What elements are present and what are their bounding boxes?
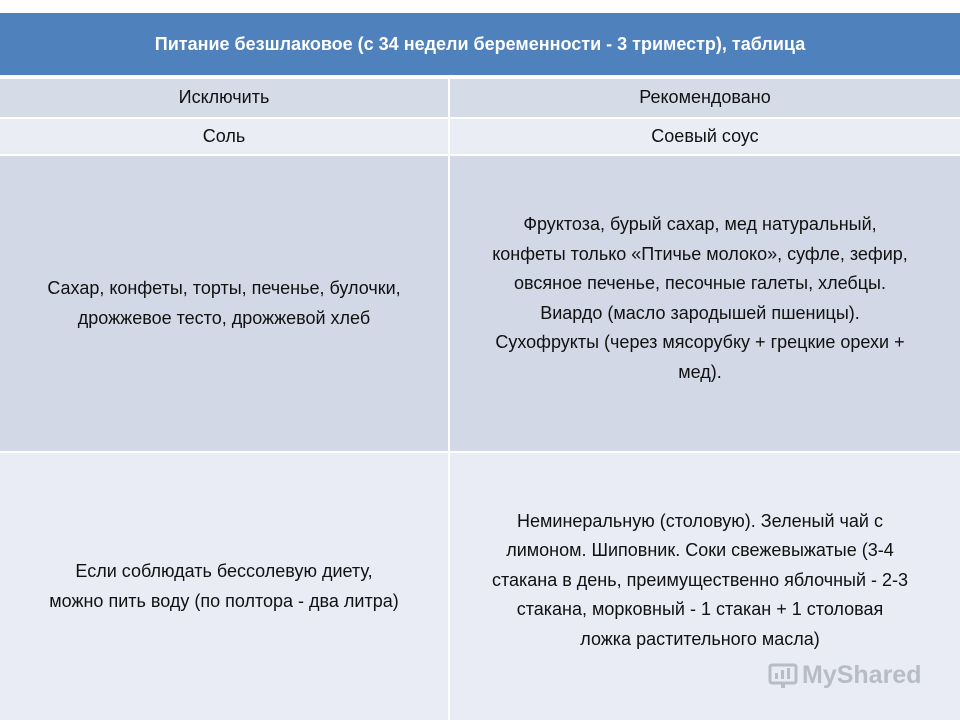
table-row: [0, 156, 960, 453]
text-line: лимоном. Шиповник. Соки свежевыжатые (3-4: [506, 540, 894, 561]
text-line: Неминеральную (столовую). Зеленый чай с: [517, 510, 883, 531]
text-line: стакана, морковный - 1 стакан + 1 столовая: [516, 599, 884, 620]
table-title: Питание безшлаковое (с 34 недели беременности - 3 триместр), таблица: [0, 13, 960, 77]
text-line: Если соблюдать бессолевую диету,: [75, 561, 373, 581]
text-line: Сахар, конфеты, торты, печенье, булочки,: [47, 278, 401, 298]
table-header-row: [0, 79, 960, 119]
recommended-cell: [450, 156, 960, 451]
text-line: Сухофрукты (через мясорубку + грецкие орехи +: [495, 332, 905, 352]
text-line: можно пить воду (по полтора - два литра): [49, 590, 399, 611]
exclude-cell: Соль: [0, 119, 450, 154]
text-line: мед).: [678, 361, 722, 382]
text-line: ложка растительного масла): [580, 628, 820, 649]
column-header-exclude: Исключить: [0, 79, 450, 117]
text-line: Фруктоза, бурый сахар, мед натуральный,: [523, 214, 877, 234]
text-line: овсяное печенье, песочные галеты, хлебцы.: [514, 273, 886, 293]
exclude-text: [49, 557, 398, 616]
watermark: [768, 655, 921, 695]
presentation-icon: [768, 660, 798, 690]
exclude-text: [47, 274, 400, 333]
recommended-cell: Соевый соус: [651, 125, 759, 146]
text-line: Виардо (масло зародышей пшеницы).: [540, 302, 860, 323]
column-header-recommended: Рекомендовано: [639, 87, 771, 108]
exclude-cell: [0, 453, 450, 720]
text-line: стакана в день, преимущественно яблочный - 2-3: [491, 569, 909, 590]
exclude-cell: [0, 156, 450, 451]
recommended-text: [440, 210, 960, 387]
table-row: [0, 119, 960, 156]
text-line: конфеты только «Птичье молоко», суфле, зефир,: [492, 243, 908, 264]
text-line: дрожжевое тесто, дрожжевой хлеб: [77, 307, 371, 328]
recommended-text: [440, 507, 960, 655]
watermark-text: MyShared: [802, 660, 922, 689]
